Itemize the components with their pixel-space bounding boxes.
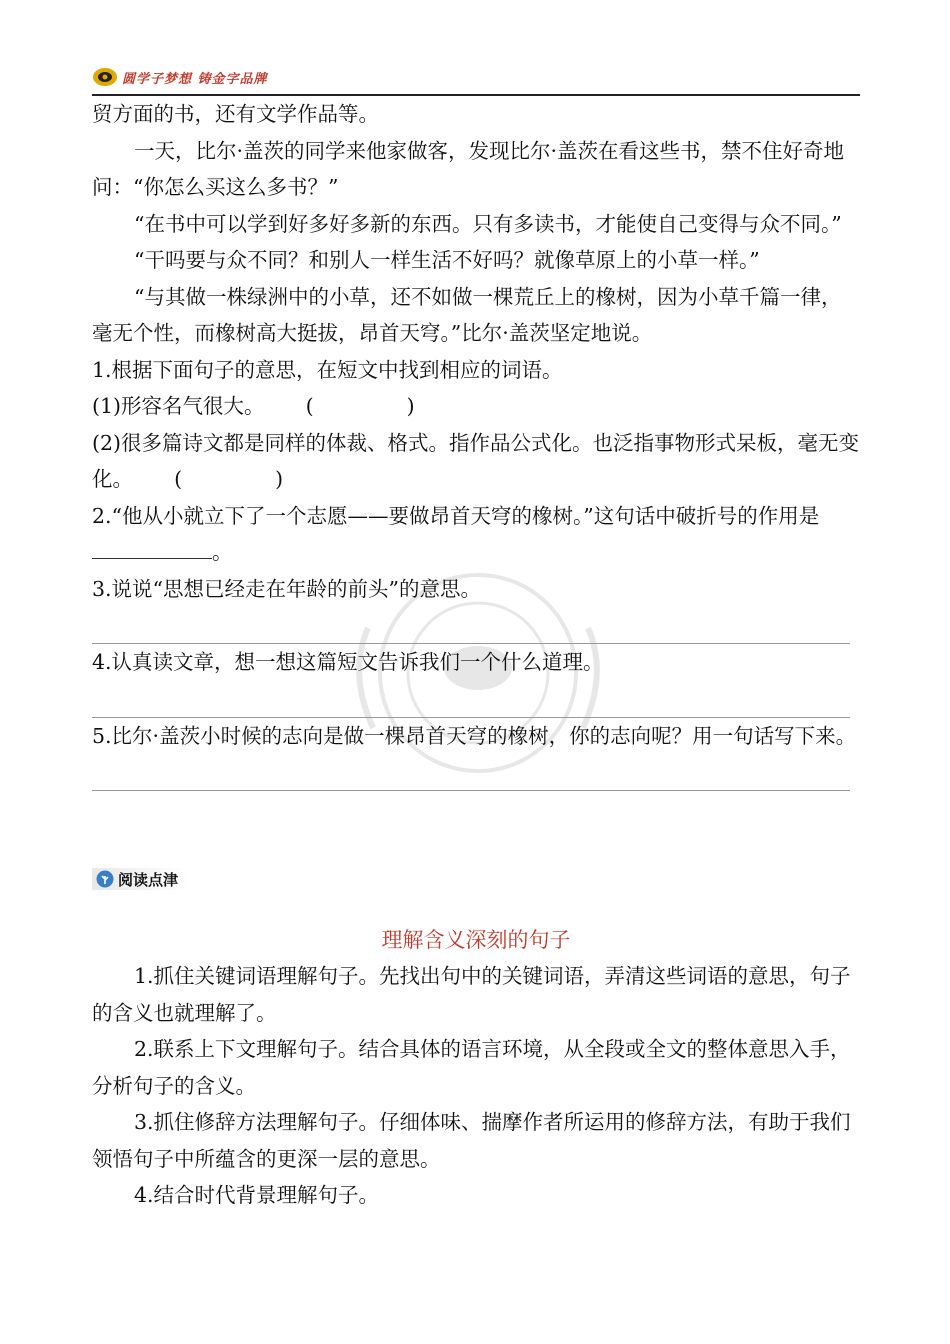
brand-logo-icon [92,66,118,88]
question-4: 4.认真读文章，想一想这篇短文告诉我们一个什么道理。 [92,650,604,674]
question-1-2 [92,425,860,498]
paren-close: ) [406,394,415,418]
tip-item: 2.联系上下文理解句子。结合具体的语言环境，从全段或全文的整体意思入手，分析句子的含义。 [92,1037,851,1098]
page-header [92,64,860,96]
story-and-questions [92,96,860,791]
question-1-1 [92,388,860,425]
question-1-1-text: (1)形容名气很大。 [92,394,265,418]
story-line: 一天，比尔·盖茨的同学来他家做客，发现比尔·盖茨在看这些书，禁不住好奇地问：“你怎么买这么多书？” [92,138,845,199]
answer-line-5[interactable] [92,754,850,791]
question-1-2-text: (2)很多篇诗文都是同样的体裁、格式。指作品公式化。也泛指事物形式呆板，毫无变化。 [92,430,860,491]
reading-tips-header [92,868,860,892]
story-line: “与其做一株绿洲中的小草，还不如做一棵荒丘上的橡树，因为小草千篇一律，毫无个性，而橡树高大挺拔，昂首天穹。”比尔·盖茨坚定地说。 [92,284,842,345]
story-line: “在书中可以学到好多好多新的东西。只有多读书，才能使自己变得与众不同。” [134,211,842,236]
answer-line-4[interactable] [92,681,850,718]
question-1: 1.根据下面句子的意思，在短文中找到相应的词语。 [92,357,563,382]
question-2-end: 。 [212,540,233,564]
paren-open: ( [305,394,314,418]
answer-blank-2[interactable] [92,536,212,559]
header-slogan: 圆学子梦想 铸金字品牌 [122,71,268,87]
header-logo [92,66,268,88]
paren-open: ( [174,467,183,491]
tip-item: 4.结合时代背景理解句子。 [134,1183,380,1207]
section-title: 理解含义深刻的句子 [381,928,571,952]
question-5: 5.比尔·盖茨小时候的志向是做一棵昂首天穹的橡树，你的志向呢？用一句话写下来。 [92,723,857,748]
question-2 [92,498,860,571]
story-line: 贸方面的书，还有文学作品等。 [92,102,379,126]
reading-tips-tag [92,868,188,890]
answer-line-3[interactable] [92,607,850,644]
reading-tips-label: 阅读点津 [118,870,179,889]
question-3: 3.说说“思想已经走在年龄的前头”的意思。 [92,576,482,601]
reading-tips-list [92,958,860,1214]
leaf-icon [96,870,114,888]
story-line: “干吗要与众不同？和别人一样生活不好吗？就像草原上的小草一样。” [134,248,760,272]
question-2-text: 2.“他从小就立下了一个志愿——要做昂首天穹的橡树。”这句话中破折号的作用是 [92,503,820,528]
tip-item: 1.抓住关键词语理解句子。先找出句中的关键词语，弄清这些词语的意思，句子的含义也就理解了。 [92,964,851,1025]
paren-close: ) [275,467,284,491]
tip-item: 3.抓住修辞方法理解句子。仔细体味、揣摩作者所运用的修辞方法，有助于我们领悟句子中所蕴含的更深一层的意思。 [92,1110,851,1171]
